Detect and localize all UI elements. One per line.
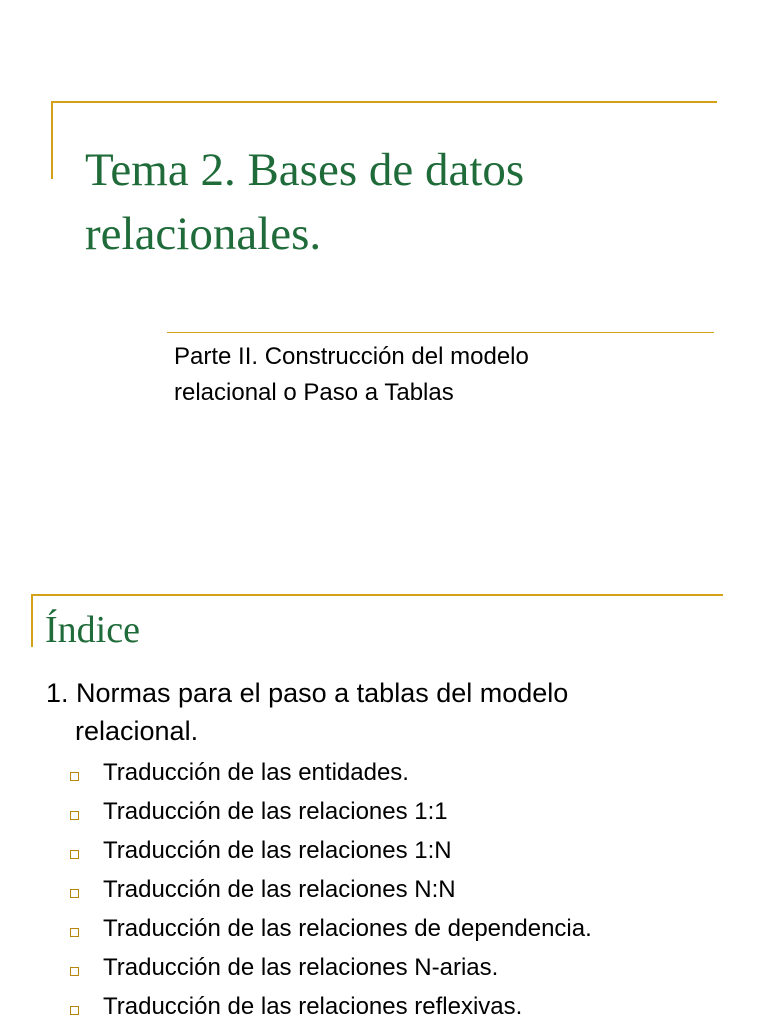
- slide-subtitle-line-2: relacional o Paso a Tablas: [174, 379, 454, 406]
- square-bullet-icon: [70, 928, 79, 937]
- slide-title: [85, 138, 725, 266]
- list-item-label: Traducción de las relaciones N:N: [103, 876, 456, 903]
- slide-subtitle: [174, 339, 694, 411]
- list-item: [70, 875, 750, 914]
- title-frame-top-rule: [51, 101, 717, 103]
- title-frame-left-rule: [51, 101, 53, 179]
- index-bullet-list: [70, 758, 750, 1031]
- list-item: [70, 758, 750, 797]
- index-frame-left-rule: [31, 594, 33, 647]
- square-bullet-icon: [70, 889, 79, 898]
- list-item: [70, 953, 750, 992]
- list-item-label: Traducción de las relaciones de dependencia.: [103, 915, 592, 942]
- index-slide: [0, 520, 768, 1024]
- square-bullet-icon: [70, 811, 79, 820]
- list-item: [70, 797, 750, 836]
- slide-title-line-2: relacionales.: [85, 208, 322, 260]
- list-item-label: Traducción de las relaciones 1:N: [103, 837, 452, 864]
- index-frame-top-rule: [31, 594, 723, 596]
- list-item-label: Traducción de las entidades.: [103, 759, 409, 786]
- index-title: Índice: [45, 609, 140, 651]
- square-bullet-icon: [70, 1006, 79, 1015]
- list-item-label: Traducción de las relaciones reflexivas.: [103, 993, 523, 1020]
- index-section-1: [46, 674, 726, 750]
- list-item-label: Traducción de las relaciones N-arias.: [103, 954, 499, 981]
- subtitle-rule: [167, 332, 714, 333]
- list-item: [70, 836, 750, 875]
- square-bullet-icon: [70, 772, 79, 781]
- slide-title-line-1: Tema 2. Bases de datos: [85, 144, 525, 196]
- index-section-line-2: relacional.: [75, 716, 199, 746]
- list-item: [70, 992, 750, 1031]
- square-bullet-icon: [70, 850, 79, 859]
- list-item: [70, 914, 750, 953]
- list-item-label: Traducción de las relaciones 1:1: [103, 798, 448, 825]
- index-section-line-1: 1. Normas para el paso a tablas del modelo: [46, 678, 569, 708]
- slide-subtitle-line-1: Parte II. Construcción del modelo: [174, 343, 529, 370]
- square-bullet-icon: [70, 967, 79, 976]
